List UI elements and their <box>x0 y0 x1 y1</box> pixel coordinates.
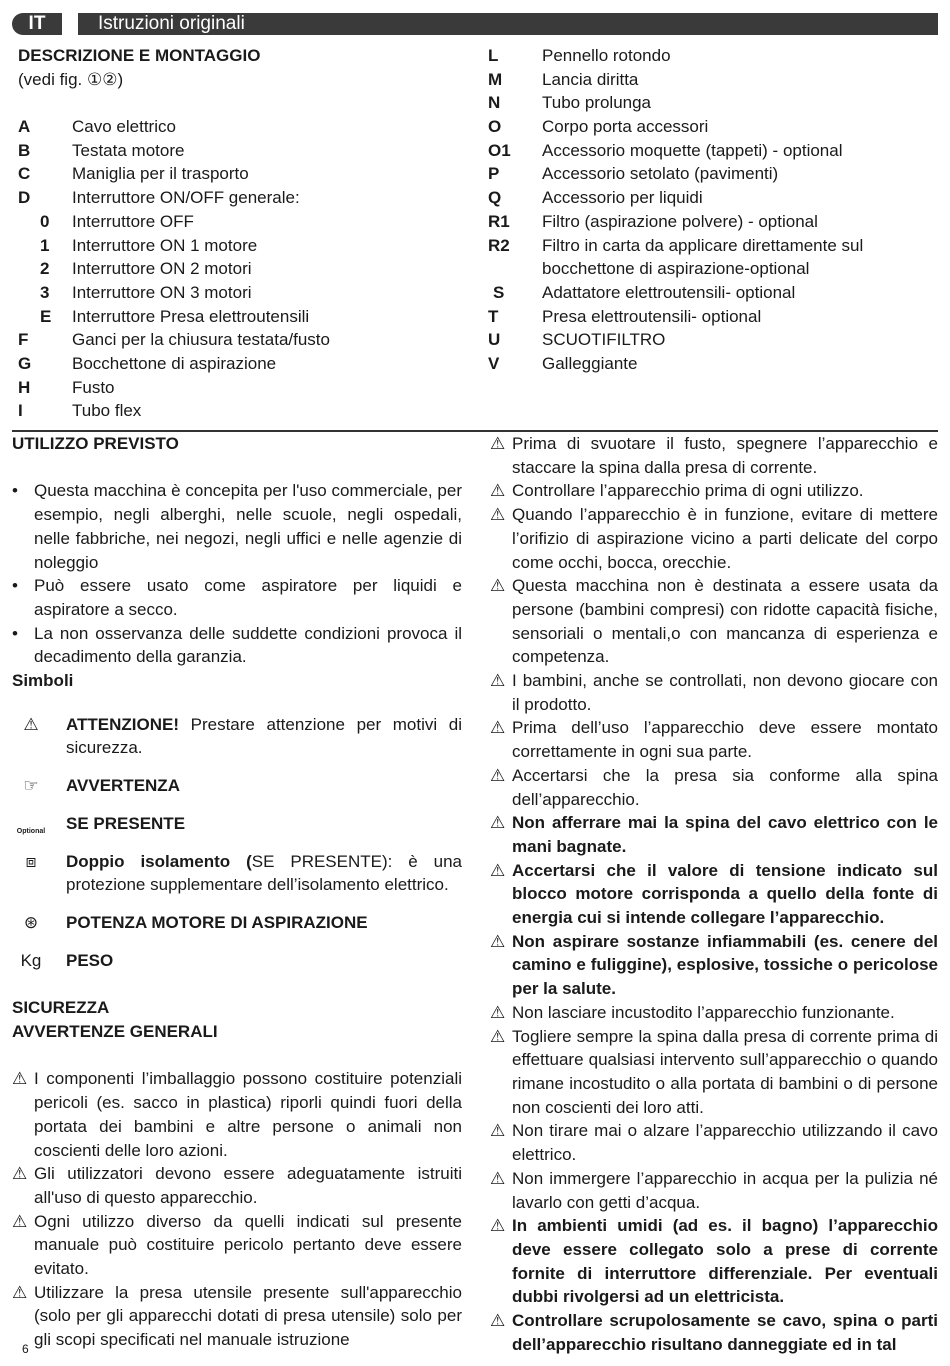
legend-row <box>18 328 458 352</box>
legend-value: Bocchettone di aspirazione <box>72 353 277 373</box>
page-number: 6 <box>22 1342 29 1356</box>
warning-item <box>490 432 938 479</box>
warning-item <box>490 503 938 574</box>
legend-value: Adattatore elettroutensili- optional <box>542 282 796 302</box>
legend-key: A <box>18 117 31 137</box>
legend-value: Presa elettroutensili- optional <box>542 306 762 326</box>
legend-value: Pennello rotondo <box>542 46 671 65</box>
legend-row <box>488 91 938 115</box>
symbol-icon: ☞ <box>23 776 39 796</box>
warning-text: Non lasciare incustodito l’apparecchio funzionante. <box>512 1002 895 1022</box>
symbol-icon: Optional <box>16 827 46 835</box>
symbol-label: ATTENZIONE! <box>66 714 180 734</box>
legend-row <box>488 234 938 258</box>
warning-text: I componenti l’imballaggio possono costituire potenziali pericoli (es. sacco in plastica) riporli quindi fuori della portata dei bambini e altre persone o animali non coscienti delle loro azioni. <box>34 1069 462 1160</box>
usage-title: UTILIZZO PREVISTO <box>12 434 179 453</box>
legend-key: F <box>18 330 29 350</box>
warning-item <box>490 669 938 716</box>
legend-key: O <box>488 117 502 137</box>
legend-key: G <box>18 353 32 373</box>
legend-value: Interruttore ON 2 motori <box>72 259 252 279</box>
warning-text: Non immergere l’apparecchio in acqua per la pulizia né lavarlo con getti d’acqua. <box>512 1168 938 1212</box>
legend-key: R1 <box>488 211 510 231</box>
symbol-icon: ⊛ <box>23 912 39 932</box>
warning-item <box>490 1119 938 1166</box>
legend-key: S <box>493 282 505 302</box>
warning-icon: ⚠ <box>490 434 506 453</box>
header-title: Istruzioni originali <box>78 13 938 35</box>
legend-key: 0 <box>40 211 50 231</box>
legend-value: Ganci per la chiusura testata/fusto <box>72 330 330 350</box>
legend-key: M <box>488 69 503 89</box>
symbol-row <box>12 713 462 760</box>
warning-text: Questa macchina non è destinata a essere usata da persone (bambini compresi) con ridotte capacità fisiche, sensoriali o mentali,o con mancanza di esperienza e competenza. <box>512 576 938 667</box>
warning-icon: ⚠ <box>490 481 506 501</box>
warning-icon: ⚠ <box>490 718 506 738</box>
warning-item <box>12 1162 462 1209</box>
symbol-text: SE PRESENTE): è una protezione supplementare dell’isolamento elettrico. <box>66 851 463 895</box>
legend-key: E <box>40 306 52 326</box>
symbol-label: PESO <box>66 950 114 970</box>
legend-key: I <box>18 401 23 421</box>
legend-key: O1 <box>488 140 511 160</box>
description-left <box>18 44 458 423</box>
legend-row <box>488 328 938 352</box>
legend-key: L <box>488 46 499 65</box>
legend-row <box>18 210 458 234</box>
warning-item <box>490 811 938 858</box>
warning-item <box>490 859 938 930</box>
legend-row <box>488 68 938 92</box>
warning-item <box>12 1281 462 1352</box>
legend-row <box>18 352 458 376</box>
warning-text: Non afferrare mai la spina del cavo elettrico con le mani bagnate. <box>512 813 938 856</box>
legend-row <box>18 186 458 210</box>
legend-value: Accessorio setolato (pavimenti) <box>542 164 779 184</box>
symbol-icon: ⚠ <box>23 714 39 734</box>
warning-text: Gli utilizzatori devono essere adeguatamente istruiti all'uso di questo apparecchio. <box>34 1164 462 1207</box>
page-header <box>12 13 938 35</box>
left-column <box>12 432 462 1352</box>
warning-item <box>12 1210 462 1281</box>
legend-value: Interruttore Presa elettroutensili <box>72 306 310 326</box>
legend-key: N <box>488 93 501 113</box>
legend-row <box>488 186 938 210</box>
legend-key: H <box>18 377 31 397</box>
warning-text: Togliere sempre la spina dalla presa di corrente prima di effettuare qualsiasi intervento sull’apparecchio o quando rimane incostudito o alla portata di bambini o di persone non coscienti dei loro atti. <box>512 1026 938 1117</box>
warning-icon: ⚠ <box>490 1002 506 1022</box>
description-title: DESCRIZIONE E MONTAGGIO <box>18 46 261 65</box>
legend-value: Interruttore ON 3 motori <box>72 282 252 302</box>
legend-key: P <box>488 164 500 184</box>
warning-item <box>490 764 938 811</box>
general-warnings-title: AVVERTENZE GENERALI <box>12 1022 218 1042</box>
legend-value: SCUOTIFILTRO <box>542 330 666 350</box>
legend-key: U <box>488 330 501 350</box>
warning-item <box>490 1309 938 1356</box>
symbol-label: Doppio isolamento ( <box>66 851 252 871</box>
warning-text: Ogni utilizzo diverso da quelli indicati sul presente manuale può costituire pericolo pertanto deve essere evitato. <box>34 1211 462 1279</box>
legend-row <box>488 44 938 68</box>
legend-key: 2 <box>40 259 50 279</box>
legend-key: D <box>18 188 31 208</box>
legend-row <box>488 352 938 376</box>
legend-value: Interruttore ON/OFF generale: <box>72 188 300 208</box>
legend-row <box>18 162 458 186</box>
legend-value: Fusto <box>72 377 115 397</box>
warning-text: I bambini, anche se controllati, non devono giocare con il prodotto. <box>512 671 938 714</box>
warning-text: Non aspirare sostanze infiammabili (es. cenere del camino e fuliggine), esplosive, tossiche o pericolose per la salute. <box>512 931 938 999</box>
warning-icon: ⚠ <box>490 1311 506 1331</box>
legend-key: T <box>488 306 499 326</box>
legend-value: Corpo porta accessori <box>542 117 709 137</box>
legend-key: B <box>18 140 31 160</box>
symbols-title: Simboli <box>12 671 74 691</box>
legend-value: Filtro in carta da applicare direttamente sul <box>542 235 864 255</box>
symbol-row <box>12 949 462 973</box>
warning-icon: ⚠ <box>490 765 506 785</box>
language-tab: IT <box>12 13 62 35</box>
symbol-label: SE PRESENTE <box>66 813 186 833</box>
symbol-row <box>12 812 462 836</box>
symbol-icon: ⧈ <box>25 851 37 871</box>
warning-item <box>490 479 938 503</box>
warning-icon: ⚠ <box>490 931 506 951</box>
legend-value: Maniglia per il trasporto <box>72 164 249 184</box>
usage-bullet: • La non osservanza delle suddette condizioni provoca il decadimento della garanzia. <box>12 622 462 669</box>
symbol-icon: Kg <box>20 950 42 970</box>
warning-icon: ⚠ <box>490 860 506 880</box>
warning-item <box>490 716 938 763</box>
legend-row <box>488 210 938 234</box>
symbol-label: AVVERTENZA <box>66 776 180 796</box>
legend-key: R2 <box>488 235 510 255</box>
legend-row <box>18 305 458 329</box>
symbol-row <box>12 850 462 897</box>
legend-row <box>18 139 458 163</box>
legend-row <box>488 281 938 305</box>
legend-value: Testata motore <box>72 140 185 160</box>
warning-icon: ⚠ <box>490 1216 506 1236</box>
warning-icon: ⚠ <box>12 1069 28 1089</box>
warning-icon: ⚠ <box>490 576 506 596</box>
warning-icon: ⚠ <box>490 671 506 691</box>
warning-icon: ⚠ <box>490 813 506 833</box>
legend-value: Accessorio moquette (tappeti) - optional <box>542 140 843 160</box>
warning-text: Utilizzare la presa utensile presente sull'apparecchio (solo per gli apparecchi dotati di presa utensile) solo per gli scopi specificati nel manuale istruzione <box>34 1282 462 1350</box>
warning-item <box>490 574 938 669</box>
warning-text: Prima dell’uso l’apparecchio deve essere montato correttamente in ogni sua parte. <box>512 718 938 762</box>
legend-key: 3 <box>40 282 50 302</box>
legend-value: Tubo prolunga <box>542 93 652 113</box>
legend-row <box>18 234 458 258</box>
warning-icon: ⚠ <box>12 1282 28 1302</box>
legend-value: Tubo flex <box>72 401 142 421</box>
warning-item <box>490 930 938 1001</box>
usage-bullet: • Questa macchina è concepita per l'uso commerciale, per esempio, negli alberghi, nelle scuole, negli ospedali, nelle fabbriche, nei negozi, negli uffici e nelle agenzie di noleggio <box>12 479 462 574</box>
warning-text: Non tirare mai o alzare l’apparecchio utilizzando il cavo elettrico. <box>512 1121 938 1165</box>
legend-value: Galleggiante <box>542 353 638 373</box>
legend-row <box>488 115 938 139</box>
warning-text: Controllare scrupolosamente se cavo, spina o parti dell’apparecchio risultano danneggiate ed in tal <box>512 1311 938 1354</box>
legend-row <box>18 115 458 139</box>
warning-icon: ⚠ <box>12 1164 28 1184</box>
warning-text: Accertarsi che la presa sia conforme alla spina dell’apparecchio. <box>512 765 938 809</box>
warning-text: Quando l’apparecchio è in funzione, evitare di mettere l’orifizio di aspirazione vicino a parti delicate del corpo come occhi, bocca, orecchie. <box>512 505 938 572</box>
legend-row <box>488 305 938 329</box>
warning-item <box>490 1025 938 1120</box>
legend-value: Lancia diritta <box>542 69 639 89</box>
symbol-row <box>12 911 462 935</box>
usage-bullet: • Può essere usato come aspiratore per liquidi e aspiratore a secco. <box>12 574 462 621</box>
legend-value: Cavo elettrico <box>72 117 176 137</box>
description-right <box>488 44 938 376</box>
legend-row <box>488 257 938 281</box>
legend-value: Accessorio per liquidi <box>542 188 703 208</box>
warning-icon: ⚠ <box>490 1121 506 1141</box>
legend-row <box>18 399 458 423</box>
symbol-text: Prestare attenzione per motivi di sicurezza. <box>66 714 462 758</box>
legend-row <box>488 162 938 186</box>
legend-value: bocchettone di aspirazione-optional <box>542 259 810 279</box>
warning-item <box>490 1001 938 1025</box>
warning-text: Prima di svuotare il fusto, spegnere l’apparecchio e staccare la spina dalla presa di corrente. <box>512 434 938 477</box>
warning-icon: ⚠ <box>490 1168 506 1188</box>
symbol-row <box>12 774 462 798</box>
warning-item <box>490 1214 938 1309</box>
symbol-label: POTENZA MOTORE DI ASPIRAZIONE <box>66 912 368 932</box>
warning-item <box>12 1067 462 1162</box>
legend-value: Interruttore ON 1 motore <box>72 235 258 255</box>
legend-row <box>488 139 938 163</box>
legend-value: Filtro (aspirazione polvere) - optional <box>542 211 818 231</box>
safety-title: SICUREZZA <box>12 998 110 1018</box>
legend-row <box>18 281 458 305</box>
warning-text: Accertarsi che il valore di tensione indicato sul blocco motore corrisponda a quello della fonte di energia cui si intende collegare l’apparecchio. <box>512 860 938 928</box>
legend-row <box>18 257 458 281</box>
warning-icon: ⚠ <box>490 505 506 525</box>
legend-value: Interruttore OFF <box>72 211 194 231</box>
legend-key: V <box>488 353 500 373</box>
warning-icon: ⚠ <box>12 1211 28 1231</box>
warning-icon: ⚠ <box>490 1026 506 1046</box>
right-column <box>490 432 938 1356</box>
legend-key: Q <box>488 188 502 208</box>
description-subtitle: (vedi fig. ①②) <box>18 69 124 89</box>
legend-key: 1 <box>40 235 50 255</box>
legend-row <box>18 376 458 400</box>
warning-item <box>490 1167 938 1214</box>
legend-key: C <box>18 164 31 184</box>
warning-text: In ambienti umidi (ad es. il bagno) l’apparecchio deve essere collegato solo a prese di corrente fornite di interruttore differenziale. Per eventuali dubbi rivolgersi ad un elettricista. <box>512 1216 938 1307</box>
warning-text: Controllare l’apparecchio prima di ogni utilizzo. <box>512 481 864 501</box>
